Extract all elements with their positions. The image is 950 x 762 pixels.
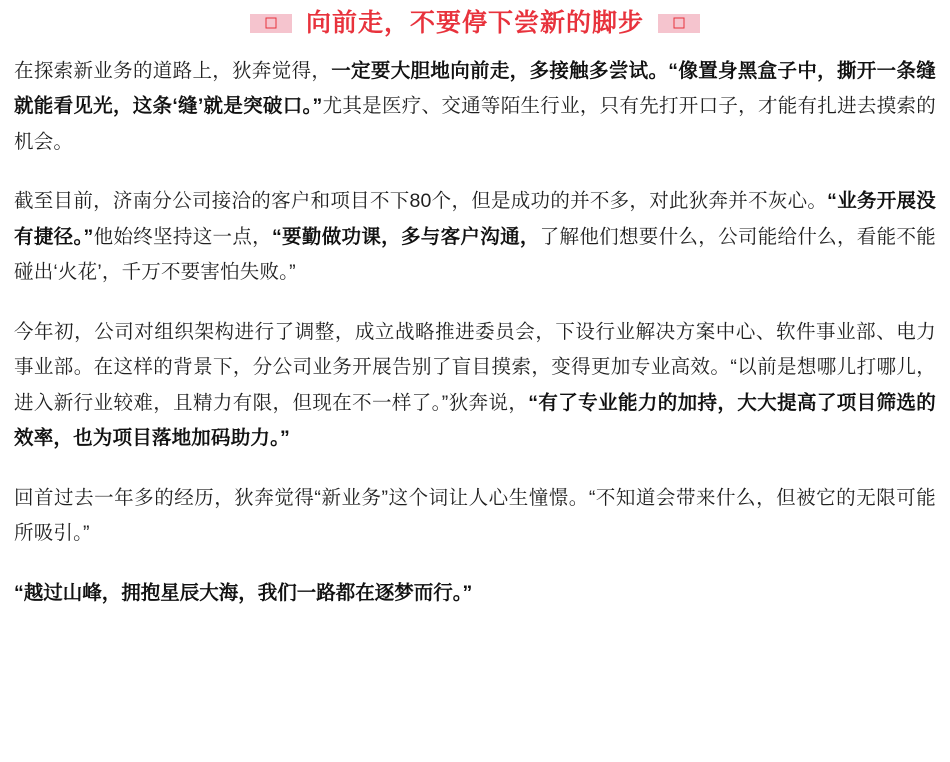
page-title: 向前走，不要停下尝新的脚步 [305,9,644,37]
text-run: 他始终坚持这一点， [93,225,272,248]
square-outline-icon-right [658,14,700,33]
text-run: 今年初，公司对组织架构进行了调整，成立战略推进委员会，下设行业解决方案中心、软件事业部、电力事业部。在这样的背景下，分公司业务开展告别了盲目摸索，变得更加专业高效。“以前是想哪儿打哪儿，进入新行业较难，且精力有限，但现在不一样了。”狄奔说， [14,320,936,414]
square-outline-icon-left [250,14,292,33]
text-run: “有了专业能力的加持，大大提高了项目筛选的效率，也为项目落地加码助力。” [14,391,936,450]
text-run: “要勤做功课，多与客户沟通， [271,225,540,248]
paragraph-1 [14,54,936,160]
text-run: 在探索新业务的道路上，狄奔觉得， [14,60,332,82]
text-run: 回首过去一年多的经历，狄奔觉得“新业务”这个词让人心生憧憬。“不知道会带来什么，但被它的无限可能所吸引。” [14,486,936,545]
text-run: “业务开展没有捷径。” [14,190,936,248]
text-run: 了解他们想要什么，公司能给什么，看能不能碰出‘火花’，千万不要害怕失败。” [14,225,936,284]
paragraph-3 [14,315,936,457]
text-run: 截至目前，济南分公司接洽的客户和项目不下80个，但是成功的并不多，对此狄奔并不灰心。 [14,190,828,213]
text-run: 一定要大胆地向前走，多接触多尝试。“像置身黑盒子中，撕开一条缝就能看见光，这条‘缝’就是突破口。” [14,60,936,118]
text-run: 尤其是医疗、交通等陌生行业，只有先打开口子，才能有扎进去摸索的机会。 [14,95,937,153]
paragraph-2 [14,184,936,290]
closing-quote: “越过山峰，拥抱星辰大海，我们一路都在逐梦而行。” [14,581,473,604]
paragraph-4 [14,481,936,552]
article-heading [14,0,936,54]
